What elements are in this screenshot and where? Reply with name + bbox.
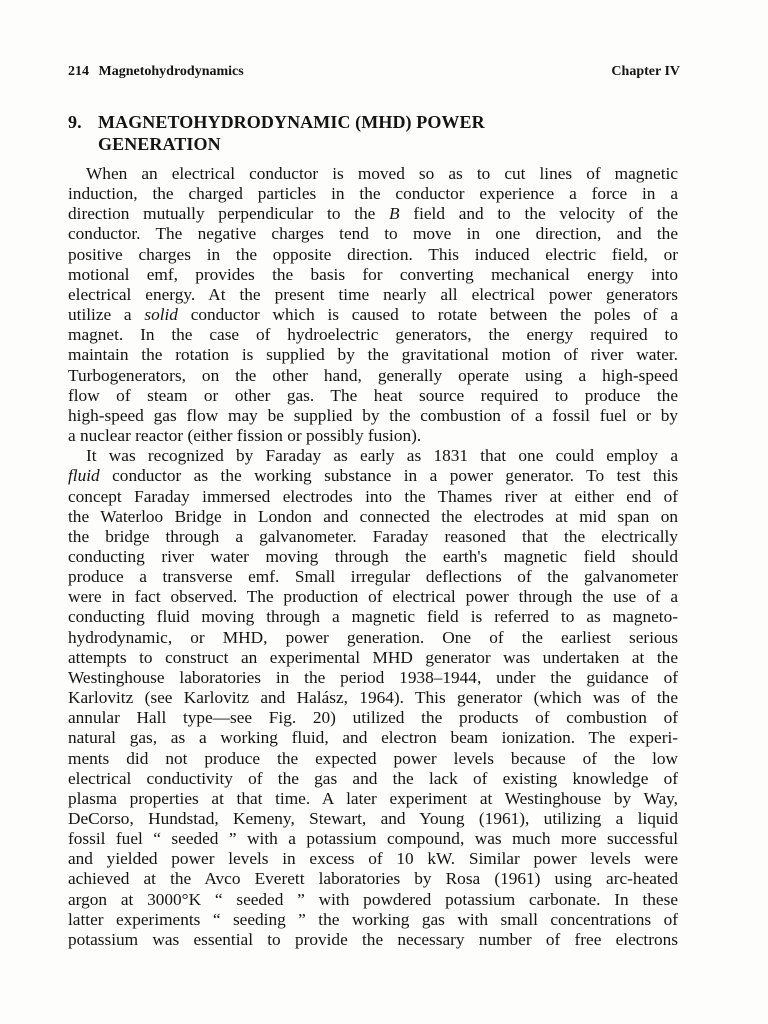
text-line: positive charges in the opposite direction. This induced electric field, or: [68, 244, 678, 264]
text-line: DeCorso, Hundstad, Kemeny, Stewart, and Young (1961), utilizing a liquid: [68, 809, 678, 828]
text-line: fossil fuel “ seeded ” with a potassium compound, was much more successful: [68, 829, 678, 849]
page-number: 214: [68, 64, 89, 79]
text-line: ments did not produce the expected power levels because of the low: [68, 748, 678, 768]
text-line: potassium was essential to provide the necessary number of free electrons: [68, 929, 678, 949]
text-line: When an electrical conductor is moved so as to cut lines of magnetic: [86, 164, 678, 183]
text-line: attempts to construct an experimental MHD generator was undertaken at the: [68, 647, 678, 667]
text-line: argon at 3000°K “ seeded ” with powdered potassium carbonate. In these: [68, 889, 678, 909]
text-line: electrical conductivity of the gas and the lack of existing knowledge of: [68, 768, 678, 788]
text-line: induction, the charged particles in the conductor experience a force in a: [68, 184, 678, 204]
text-line: achieved at the Avco Everett laboratories by Rosa (1961) using arc-heated: [68, 869, 678, 889]
text-line: conducting river water moving through the earth's magnetic field should: [68, 546, 678, 566]
text-line: natural gas, as a working fluid, and electron beam ionization. The experi-: [68, 728, 678, 748]
text-line: were in fact observed. The production of electrical power through the use of a: [68, 587, 678, 607]
text-line: Westinghouse laboratories in the period 1938–1944, under the guidance of: [68, 667, 678, 687]
text-line: It was recognized by Faraday as early as 1831 that one could employ a: [86, 446, 678, 466]
text-line: maintain the rotation is supplied by the gravitational motion of river water.: [68, 345, 678, 365]
text-line: annular Hall type—see Fig. 20) utilized the products of combustion of: [68, 708, 678, 728]
text-line: conducting fluid moving through a magnetic field is referred to as magneto-: [68, 607, 678, 627]
text-line: the bridge through a galvanometer. Faraday reasoned that the electrically: [68, 526, 678, 546]
running-head-left: [68, 64, 244, 80]
section-number: 9.: [68, 112, 82, 132]
text-line: Karlovitz (see Karlovitz and Halász, 1964). This generator (which was of the: [68, 688, 678, 708]
text-line: latter experiments “ seeding ” the working gas with small concentrations of: [68, 909, 678, 929]
text-line: plasma properties at that time. A later experiment at Westinghouse by Way,: [68, 788, 678, 808]
text-line: and yielded power levels in excess of 10 kW. Similar power levels were: [68, 849, 678, 869]
chapter-label: Chapter IV: [611, 64, 680, 79]
text-line: concept Faraday immersed electrodes into the Thames river at either end of: [68, 486, 678, 506]
paragraph-1: [68, 164, 678, 446]
text-line: the Waterloo Bridge in London and connected the electrodes at mid span on: [68, 506, 678, 526]
text-line: Turbogenerators, on the other hand, generally operate using a high-speed: [68, 365, 678, 385]
section-title-line2: GENERATION: [98, 134, 221, 154]
text-line: flow of steam or other gas. The heat source required to produce the: [68, 385, 678, 405]
text-line: fluid conductor as the working substance in a power generator. To test this: [68, 466, 678, 486]
text-line: produce a transverse emf. Small irregular deflections of the galvanometer: [68, 567, 678, 587]
text-line: magnet. In the case of hydroelectric generators, the energy required to: [68, 325, 678, 345]
section-title-line1: MAGNETOHYDRODYNAMIC (MHD) POWER: [98, 112, 485, 132]
body-text: [68, 164, 678, 950]
text-line: direction mutually perpendicular to the B field and to the velocity of the: [68, 204, 678, 224]
section-heading: [68, 111, 628, 155]
text-line: hydrodynamic, or MHD, power generation. One of the earliest serious: [68, 627, 678, 647]
text-line: utilize a solid conductor which is caused to rotate between the poles of a: [68, 305, 678, 325]
text-line: motional emf, provides the basis for converting mechanical energy into: [68, 264, 678, 284]
text-line: electrical energy. At the present time nearly all electrical power generators: [68, 284, 678, 304]
book-title: Magnetohydrodynamics: [98, 64, 244, 79]
text-line: conductor. The negative charges tend to move in one direction, and the: [68, 224, 678, 244]
paragraph-2: [68, 446, 678, 950]
text-line: high-speed gas flow may be supplied by the combustion of a fossil fuel or by: [68, 405, 678, 425]
text-line: a nuclear reactor (either fission or possibly fusion).: [68, 426, 422, 446]
